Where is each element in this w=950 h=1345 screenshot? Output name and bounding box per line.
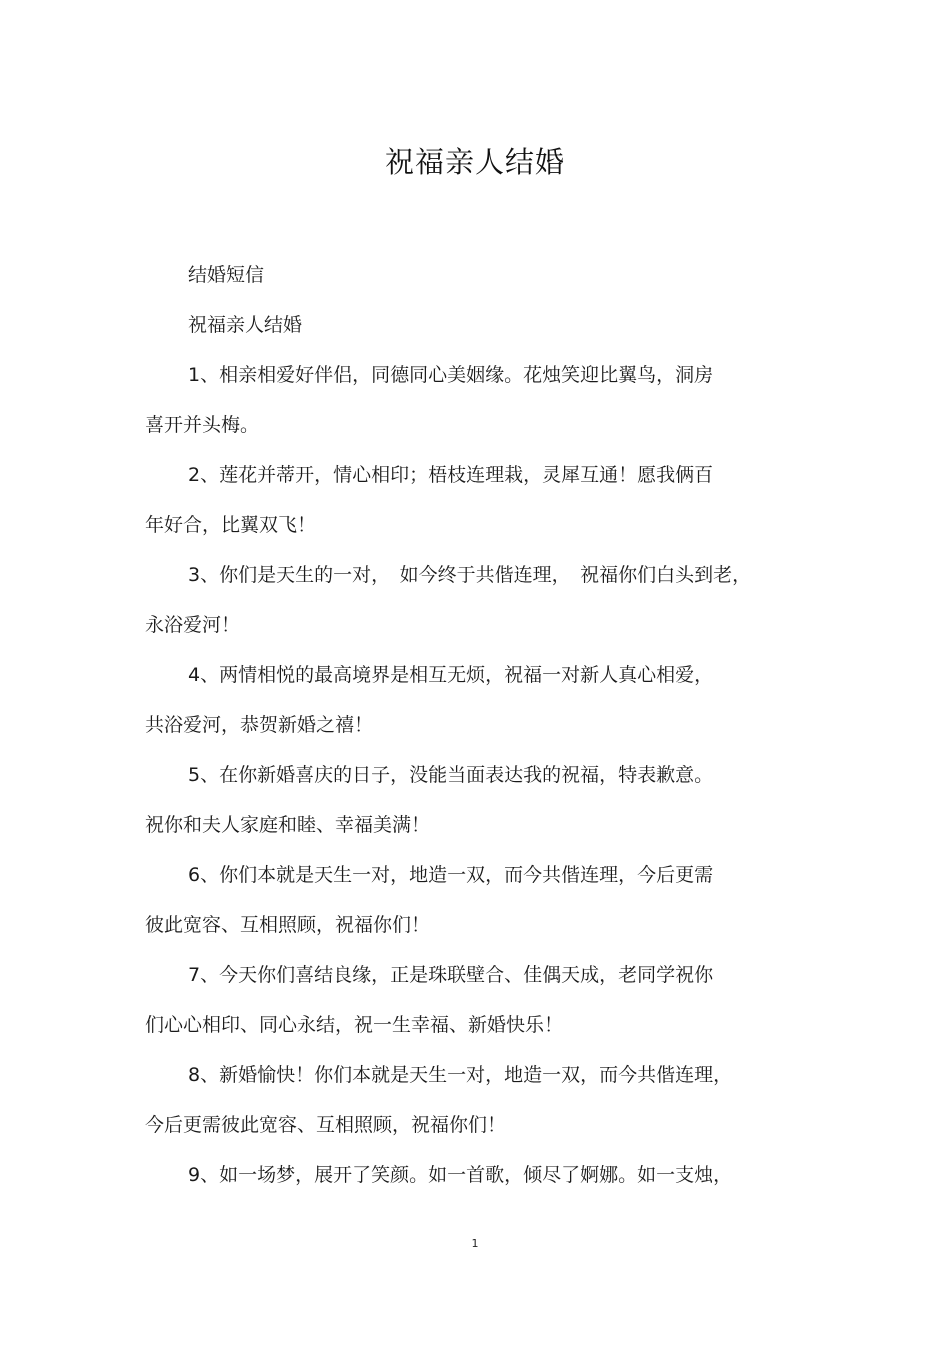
text-line: 2、莲花并蒂开，情心相印；梧枝连理栽，灵犀互通！愿我俩百 (188, 464, 714, 486)
text-line: 9、如一场梦，展开了笑颜。如一首歌，倾尽了婀娜。如一支烛， (188, 1164, 733, 1186)
text-line: 祝你和夫人家庭和睦、幸福美满！ (145, 814, 431, 836)
text-line: 6、你们本就是天生一对，地造一双，而今共偕连理，今后更需 (188, 864, 714, 886)
text-line: 喜开并头梅。 (145, 414, 260, 436)
text-line: 们心心相印、同心永结，祝一生幸福、新婚快乐！ (145, 1014, 564, 1036)
text-line: 祝福亲人结婚 (188, 314, 303, 336)
text-line: 8、新婚愉快！你们本就是天生一对，地造一双，而今共偕连理， (188, 1064, 733, 1086)
text-line: 今后更需彼此宽容、互相照顾，祝福你们！ (145, 1114, 507, 1136)
text-line: 7、今天你们喜结良缘，正是珠联壁合、佳偶天成，老同学祝你 (188, 964, 714, 986)
text-line: 年好合，比翼双飞！ (145, 514, 317, 536)
text-line: 永浴爱河！ (145, 614, 241, 636)
text-line: 共浴爱河，恭贺新婚之禧！ (145, 714, 374, 736)
text-line: 彼此宽容、互相照顾，祝福你们！ (145, 914, 431, 936)
text-line: 4、两情相悦的最高境界是相互无烦，祝福一对新人真心相爱， (188, 664, 714, 686)
text-line: 3、你们是天生的一对， 如今终于共偕连理， 祝福你们白头到老， (188, 564, 752, 586)
text-line: 5、在你新婚喜庆的日子，没能当面表达我的祝福，特表歉意。 (188, 764, 714, 786)
document-title: 祝福亲人结婚 (384, 145, 565, 179)
text-line: 结婚短信 (188, 264, 265, 286)
page-number: 1 (471, 1237, 479, 1250)
document-body (145, 250, 805, 1200)
text-line: 1、相亲相爱好伴侣，同德同心美姻缘。花烛笑迎比翼鸟，洞房 (188, 364, 714, 386)
